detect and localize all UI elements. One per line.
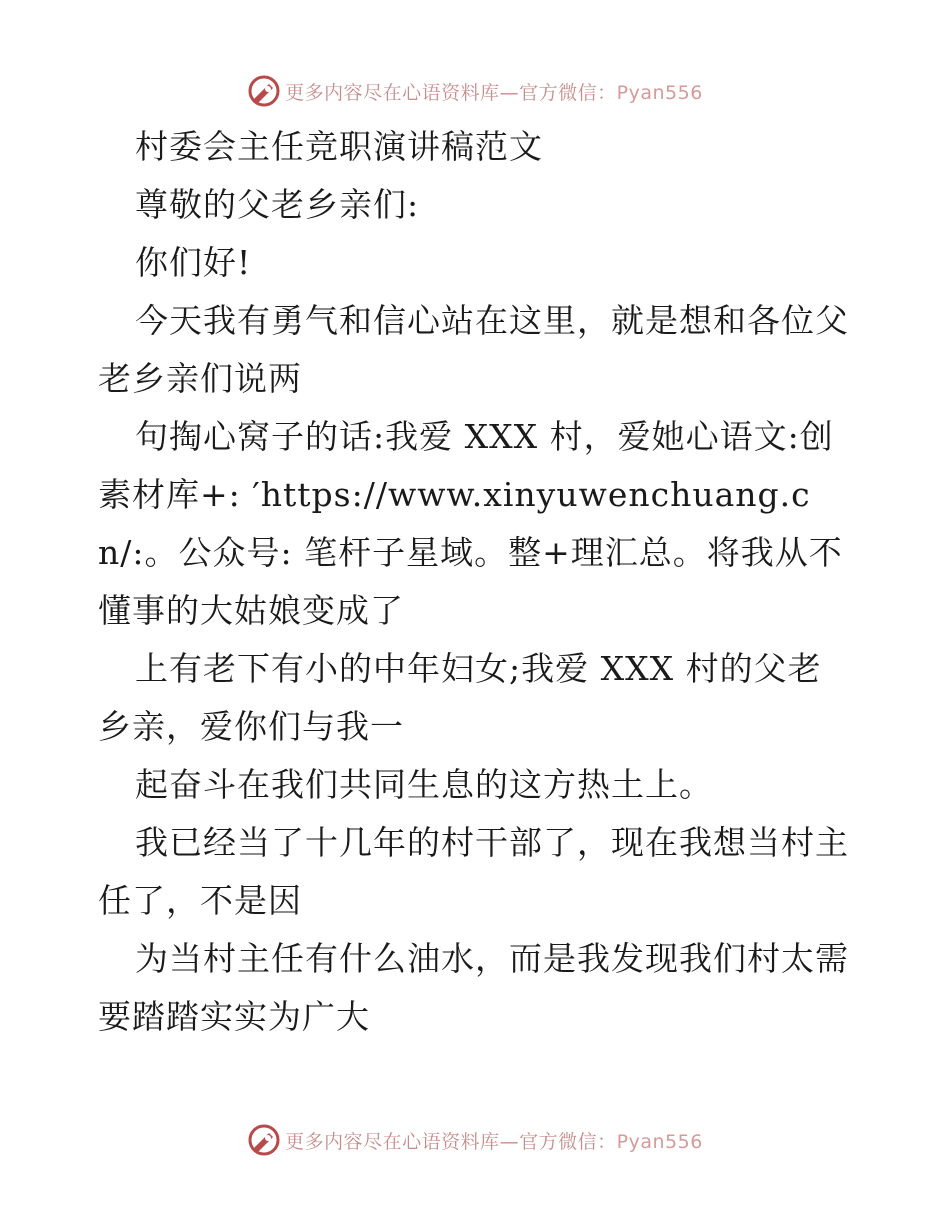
banner-text: 更多内容尽在心语资料库—官方微信：: [285, 81, 617, 104]
footer-banner: [0, 1120, 950, 1160]
pen-logo-icon: [247, 74, 281, 108]
banner-id: Pyan556: [616, 81, 703, 104]
paragraph: 尊敬的父老乡亲们:: [135, 185, 420, 224]
paragraph: 上有老下有小的中年妇女;我爱 XXX 村的父老乡亲，爱你们与我一: [98, 649, 822, 746]
paragraph: 起奋斗在我们共同生息的这方热土上。: [135, 765, 713, 804]
paragraph: 为当村主任有什么油水，而是我发现我们村太需要踏踏实实为广大: [98, 939, 849, 1036]
pen-logo-icon: [247, 1123, 281, 1157]
header-banner: [0, 71, 950, 111]
banner-text: 更多内容尽在心语资料库—官方微信：: [285, 1130, 617, 1153]
document-title: 村委会主任竞职演讲稿范文: [135, 127, 543, 166]
banner-id: Pyan556: [616, 1130, 703, 1153]
paragraph: 今天我有勇气和信心站在这里，就是想和各位父老乡亲们说两: [98, 301, 849, 398]
paragraph: 句掏心窝子的话:我爱 XXX 村，爱她心语文:创素材库+: ′https://www.xinyuwenchuang.cn/:。公众号: 笔杆子星域。整+理汇总。将我从不懂事的大姑娘变成了: [98, 417, 843, 630]
paragraph: 我已经当了十几年的村干部了，现在我想当村主任了，不是因: [98, 823, 849, 920]
document-body: [98, 118, 853, 1046]
paragraph: 你们好!: [135, 243, 252, 282]
